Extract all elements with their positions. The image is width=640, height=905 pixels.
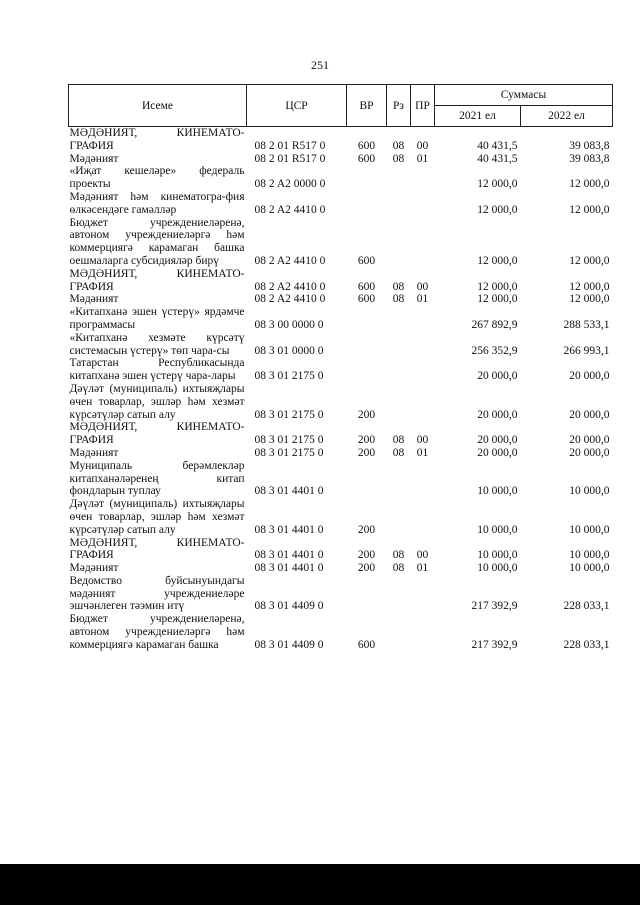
row-csr: 08 3 01 2175 0	[254, 370, 324, 383]
row-vr: 600	[357, 254, 376, 267]
row-amount-2021: 10 000,0	[477, 562, 518, 575]
row-amount-2021: 10 000,0	[477, 523, 518, 536]
table-row	[69, 268, 613, 294]
table-row	[69, 306, 613, 332]
header-sums: Суммасы	[435, 85, 613, 106]
row-amount-2021: 267 892,9	[471, 318, 518, 331]
row-rz	[387, 498, 411, 536]
row-name: Мәдәният	[69, 152, 119, 165]
row-vr: 200	[357, 446, 376, 459]
row-pr: 01	[416, 293, 429, 306]
header-year-2021: 2021 ел	[435, 106, 521, 127]
row-name: Мәдәният	[69, 446, 119, 459]
row-amount-2022: 10 000,0	[569, 523, 610, 536]
row-csr: 08 3 01 4401 0	[254, 549, 324, 562]
header-csr: ЦСР	[247, 85, 347, 127]
row-rz: 08	[392, 446, 405, 459]
row-pr: 00	[416, 280, 429, 293]
table-row	[69, 447, 613, 460]
table-row	[69, 537, 613, 563]
row-csr: 08 2 01 R517 0	[254, 139, 326, 152]
row-vr	[347, 460, 387, 498]
row-amount-2022: 12 000,0	[569, 280, 610, 293]
table-row	[69, 357, 613, 383]
row-rz	[387, 332, 411, 358]
row-csr: 08 3 01 4409 0	[254, 638, 324, 651]
row-amount-2021: 10 000,0	[477, 549, 518, 562]
row-name: Мәдәният	[69, 293, 119, 306]
row-name: МӘДӘНИЯТ, КИНЕМАТО-ГРАФИЯ	[69, 267, 245, 293]
row-csr: 08 2 A2 4410 0	[254, 280, 326, 293]
row-amount-2021: 12 000,0	[477, 178, 518, 191]
row-vr	[347, 165, 387, 191]
row-name: Муниципаль берәмлекләр китапханәләренең китап фондларын туплау	[69, 459, 245, 498]
row-rz	[387, 306, 411, 332]
row-vr: 600	[357, 139, 376, 152]
header-year-2022: 2022 ел	[521, 106, 613, 127]
row-name: МӘДӘНИЯТ, КИНЕМАТО-ГРАФИЯ	[69, 536, 245, 562]
row-amount-2022: 39 083,8	[569, 139, 610, 152]
row-pr: 01	[416, 152, 429, 165]
row-amount-2022: 10 000,0	[569, 549, 610, 562]
row-csr: 08 3 01 4401 0	[254, 523, 324, 536]
row-name: Ведомство буйсынуындагы мәдәният учреждениеләре эшчәнлеген тәэмин итү	[69, 574, 245, 613]
table-row	[69, 562, 613, 575]
scan-bottom-edge	[0, 864, 640, 905]
row-name: МӘДӘНИЯТ, КИНЕМАТО-ГРАФИЯ	[69, 127, 245, 152]
row-vr	[347, 332, 387, 358]
row-rz: 08	[392, 293, 405, 306]
table-header	[69, 85, 613, 127]
row-vr: 600	[357, 152, 376, 165]
row-pr: 01	[416, 446, 429, 459]
row-pr: 00	[416, 549, 429, 562]
row-amount-2022: 12 000,0	[569, 293, 610, 306]
row-rz: 08	[392, 139, 405, 152]
row-csr: 08 2 A2 4410 0	[254, 254, 326, 267]
row-csr: 08 3 00 0000 0	[254, 318, 324, 331]
row-amount-2021: 12 000,0	[477, 280, 518, 293]
row-vr: 200	[357, 549, 376, 562]
row-amount-2021: 20 000,0	[477, 370, 518, 383]
header-rz: Рз	[387, 85, 411, 127]
row-name: «Китапханә эшен үстерү» ярдәмче программасы	[69, 306, 245, 331]
table-row	[69, 293, 613, 306]
row-name: Татарстан Республикасында китапханә эшен үстерү чара-лары	[69, 357, 245, 383]
row-pr: 00	[416, 434, 429, 447]
row-csr: 08 3 01 2175 0	[254, 434, 324, 447]
row-amount-2022: 266 993,1	[563, 344, 610, 357]
row-csr: 08 3 01 4401 0	[254, 485, 324, 498]
row-name: МӘДӘНИЯТ, КИНЕМАТО-ГРАФИЯ	[69, 421, 245, 447]
table-body	[69, 127, 613, 652]
row-amount-2021: 40 431,5	[477, 139, 518, 152]
table-row	[69, 498, 613, 536]
row-vr: 200	[357, 434, 376, 447]
row-pr	[411, 575, 435, 613]
row-amount-2021: 20 000,0	[477, 434, 518, 447]
row-vr: 200	[357, 523, 376, 536]
table-row	[69, 383, 613, 421]
row-vr: 200	[357, 408, 376, 421]
row-amount-2021: 12 000,0	[477, 254, 518, 267]
row-rz	[387, 575, 411, 613]
row-amount-2022: 10 000,0	[569, 562, 610, 575]
row-name: «Китапханә хезмәте күрсәтү системасын үстерү» төп чара-сы	[69, 331, 245, 357]
row-amount-2022: 20 000,0	[569, 446, 610, 459]
row-pr	[411, 613, 435, 651]
row-vr	[347, 306, 387, 332]
budget-table	[68, 84, 613, 652]
row-name: Мәдәният	[69, 562, 119, 575]
row-vr	[347, 575, 387, 613]
row-amount-2022: 20 000,0	[569, 434, 610, 447]
row-pr	[411, 383, 435, 421]
row-amount-2021: 40 431,5	[477, 152, 518, 165]
row-name: «Иҗат кешеләре» федераль проекты	[69, 165, 245, 191]
row-pr	[411, 460, 435, 498]
row-rz: 08	[392, 549, 405, 562]
row-csr: 08 2 01 R517 0	[254, 152, 326, 165]
row-rz	[387, 383, 411, 421]
row-rz	[387, 613, 411, 651]
row-csr: 08 3 01 2175 0	[254, 446, 324, 459]
row-vr: 600	[357, 293, 376, 306]
row-amount-2022: 12 000,0	[569, 254, 610, 267]
row-amount-2021: 20 000,0	[477, 408, 518, 421]
row-amount-2022: 228 033,1	[563, 638, 610, 651]
row-amount-2022: 228 033,1	[563, 600, 610, 613]
table-row	[69, 421, 613, 447]
row-amount-2021: 12 000,0	[477, 203, 518, 216]
row-csr: 08 2 A2 0000 0	[254, 178, 326, 191]
row-rz	[387, 217, 411, 268]
row-rz	[387, 165, 411, 191]
row-amount-2022: 12 000,0	[569, 178, 610, 191]
table-row	[69, 460, 613, 498]
row-pr	[411, 332, 435, 358]
row-name: Дәүләт (муниципаль) ихтыяҗлары өчен товарлар, эшләр һәм хезмәт күрсәтүләр сатып алу	[69, 498, 245, 536]
row-amount-2022: 39 083,8	[569, 152, 610, 165]
row-amount-2021: 12 000,0	[477, 293, 518, 306]
row-pr	[411, 357, 435, 383]
table-row	[69, 332, 613, 358]
row-rz	[387, 357, 411, 383]
row-amount-2021: 10 000,0	[477, 485, 518, 498]
row-amount-2022: 20 000,0	[569, 370, 610, 383]
row-pr	[411, 165, 435, 191]
table-row	[69, 165, 613, 191]
row-name: Мәдәният һәм кинематогра-фия өлкәсендәге гамәлләр	[69, 190, 245, 216]
row-rz	[387, 191, 411, 217]
row-csr: 08 3 01 0000 0	[254, 344, 324, 357]
table-row	[69, 575, 613, 613]
row-vr: 200	[357, 562, 376, 575]
row-amount-2022: 20 000,0	[569, 408, 610, 421]
table-row	[69, 613, 613, 651]
row-name: Бюджет учреждениеләренә, автоном учреждениеләргә һәм коммерциягә карамаган башка	[69, 613, 245, 651]
table-row	[69, 191, 613, 217]
row-amount-2021: 20 000,0	[477, 446, 518, 459]
row-vr: 600	[357, 638, 376, 651]
row-pr	[411, 306, 435, 332]
row-rz: 08	[392, 152, 405, 165]
row-rz: 08	[392, 562, 405, 575]
header-pr: ПР	[411, 85, 435, 127]
row-csr: 08 3 01 2175 0	[254, 408, 324, 421]
row-amount-2021: 217 392,9	[471, 638, 518, 651]
row-pr	[411, 191, 435, 217]
row-csr: 08 3 01 4409 0	[254, 600, 324, 613]
row-pr: 00	[416, 139, 429, 152]
row-csr: 08 2 A2 4410 0	[254, 203, 326, 216]
header-vr: ВР	[347, 85, 387, 127]
row-vr	[347, 357, 387, 383]
table-row	[69, 153, 613, 166]
page-number: 251	[311, 58, 329, 72]
header-name: Исеме	[69, 85, 247, 127]
row-pr	[411, 217, 435, 268]
row-rz	[387, 460, 411, 498]
table-row	[69, 217, 613, 268]
row-name: Бюджет учреждениеләренә, автоном учреждениеләргә һәм коммерциягә карамаган башка оешмаларга субсидияләр бирү	[69, 216, 245, 267]
table-row	[69, 127, 613, 153]
row-rz: 08	[392, 280, 405, 293]
row-amount-2022: 288 533,1	[563, 318, 610, 331]
row-csr: 08 2 A2 4410 0	[254, 293, 326, 306]
row-amount-2022: 10 000,0	[569, 485, 610, 498]
row-amount-2022: 12 000,0	[569, 203, 610, 216]
row-vr: 600	[357, 280, 376, 293]
row-rz: 08	[392, 434, 405, 447]
row-amount-2021: 256 352,9	[471, 344, 518, 357]
row-csr: 08 3 01 4401 0	[254, 562, 324, 575]
row-amount-2021: 217 392,9	[471, 600, 518, 613]
row-pr: 01	[416, 562, 429, 575]
row-name: Дәүләт (муниципаль) ихтыяҗлары өчен товарлар, эшләр һәм хезмәт күрсәтүләр сатып алу	[69, 382, 245, 421]
row-vr	[347, 191, 387, 217]
row-pr	[411, 498, 435, 536]
